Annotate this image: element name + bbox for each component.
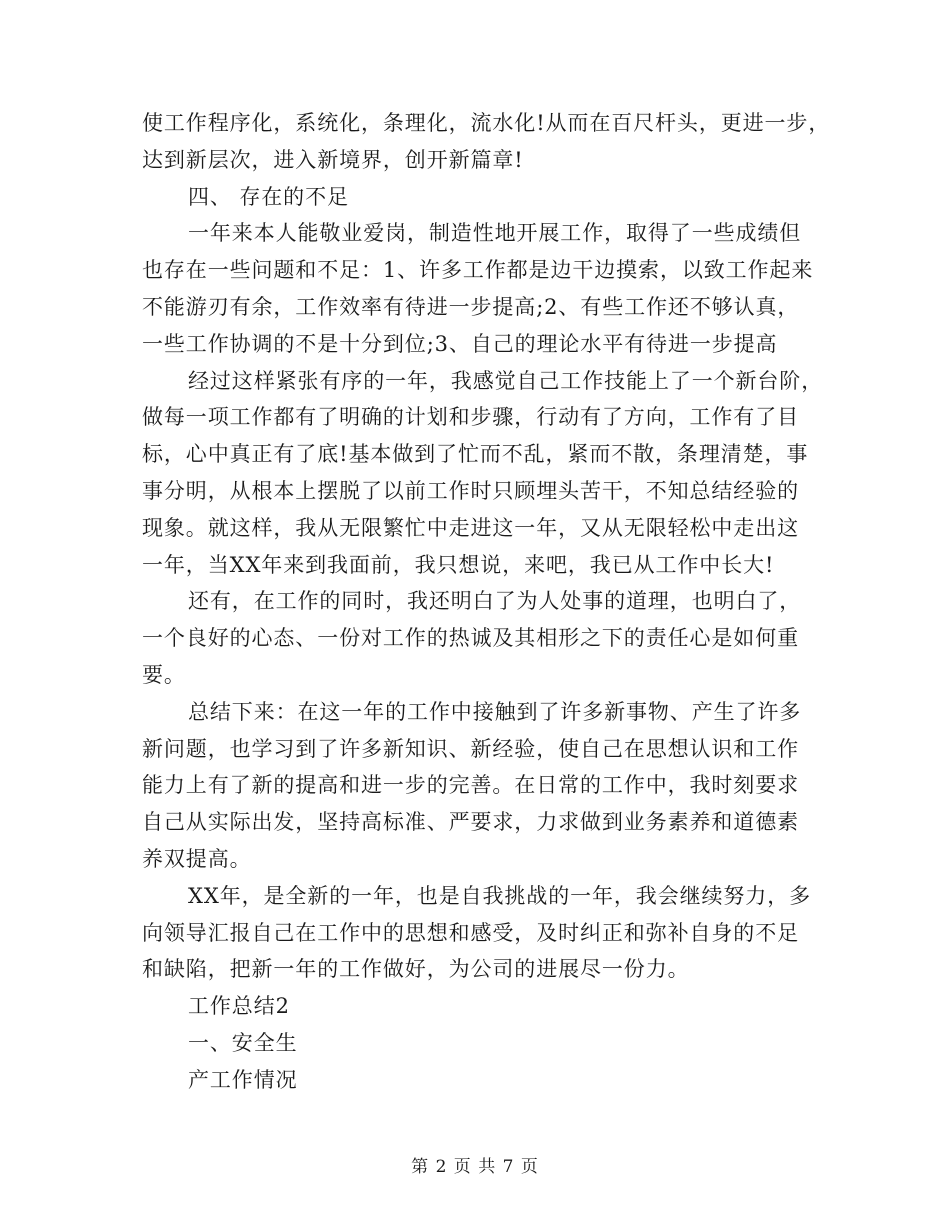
text-line: 使工作程序化，系统化，条理化，流水化!从而在百尺杆头，更进一步， <box>142 111 831 135</box>
text-line: 一、安全生 <box>188 1030 298 1055</box>
text-line: 一年，当XX年来到我面前，我只想说，来吧，我已从工作中长大! <box>142 552 775 577</box>
text-line: 不能游刃有余，工作效率有待进一步提高;2、有些工作还不够认真， <box>142 294 800 319</box>
text-line: 养双提高。 <box>142 846 252 871</box>
text-line: 产工作情况 <box>188 1067 298 1092</box>
text-line: 要。 <box>142 662 186 687</box>
text-line: 一些工作协调的不是十分到位;3、自己的理论水平有待进一步提高 <box>142 331 778 356</box>
document-body <box>142 105 831 1099</box>
text-line: 经过这样紧张有序的一年，我感觉自己工作技能上了一个新台阶， <box>188 368 824 393</box>
text-line: 和缺陷，把新一年的工作做好，为公司的进展尽一份力。 <box>142 957 690 982</box>
page-number-footer: 第 2 页 共 7 页 <box>411 1157 539 1177</box>
text-line: 一年来本人能敬业爱岗，制造性地开展工作，取得了一些成绩但 <box>188 221 802 246</box>
text-line: 事分明，从根本上摆脱了以前工作时只顾埋头苦干，不知总结经验的 <box>142 478 799 503</box>
text-line: 还有，在工作的同时，我还明白了为人处事的道理，也明白了， <box>188 589 802 614</box>
text-line: 现象。就这样，我从无限繁忙中走进这一年，又从无限轻松中走出这 <box>142 515 799 540</box>
text-line: XX年，是全新的一年，也是自我挑战的一年，我会继续努力，多 <box>188 883 811 908</box>
text-line: 标，心中真正有了底!基本做到了忙而不乱，紧而不散，条理清楚，事 <box>142 442 809 467</box>
text-line: 达到新层次，进入新境界，创开新篇章! <box>142 147 524 172</box>
text-line: 新问题，也学习到了许多新知识、新经验，使自己在思想认识和工作 <box>142 736 799 761</box>
text-line: 总结下来：在这一年的工作中接触到了许多新事物、产生了许多 <box>188 699 802 724</box>
text-line: 也存在一些问题和不足：1、许多工作都是边干边摸索，以致工作起来 <box>142 258 814 283</box>
text-line: 四、 存在的不足 <box>188 184 349 209</box>
text-line: 一个良好的心态、一份对工作的热诚及其相形之下的责任心是如何重 <box>142 626 799 651</box>
text-line: 向领导汇报自己在工作中的思想和感受，及时纠正和弥补自身的不足 <box>142 920 799 945</box>
text-line: 能力上有了新的提高和进一步的完善。在日常的工作中，我时刻要求 <box>142 773 799 798</box>
text-line: 做每一项工作都有了明确的计划和步骤，行动有了方向，工作有了目 <box>142 405 799 430</box>
text-line: 工作总结2 <box>188 994 290 1019</box>
text-line: 自己从实际出发，坚持高标准、严要求，力求做到业务素养和道德素 <box>142 810 799 835</box>
